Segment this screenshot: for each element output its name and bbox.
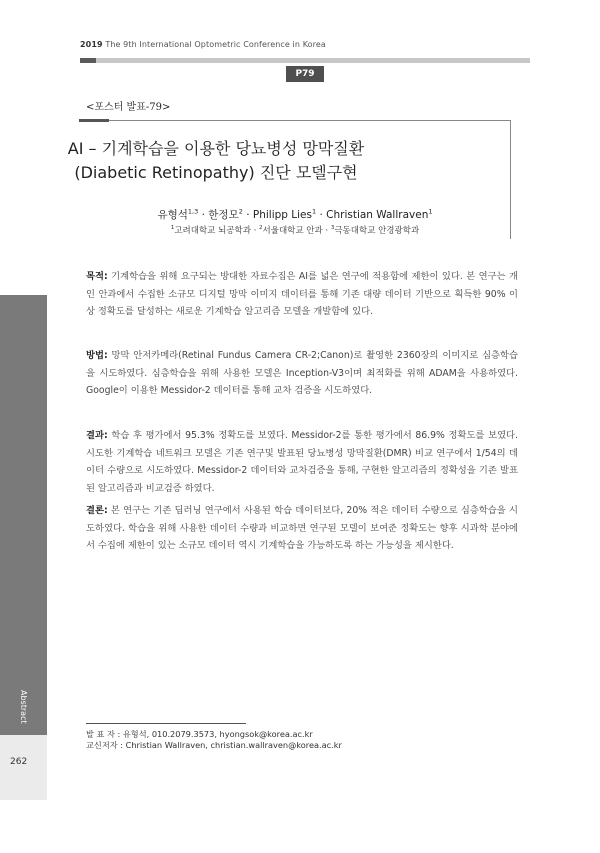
author-sup: 1 xyxy=(428,207,433,216)
header-rule-dark xyxy=(80,58,96,63)
header-conference: The 9th International Optometric Conference in Korea xyxy=(105,40,326,49)
presenter-contact: 발 표 자 : 유형석, 010.2079.3573, hyongsok@korea.ac.kr xyxy=(86,729,313,739)
result-text: 학습 후 평가에서 95.3% 정확도를 보였다. Messidor-2를 통한 평가에서 86.9% 정확도를 보였다. 시도한 기계학습 네트워크 모델은 기존 연구및 발표된 당뇨병성 망막질환(DMR) 비교 연구에서 1/54의 데이터 수량으로 시도하였다. Messidor-2 데이터와 교차검증을 통해, 구현한 알고리즘의 정확성을 기존 발표된 알고리즘과 비교검증 하였다. xyxy=(86,430,518,494)
corresponding-author-contact: 교신저자 : Christian Wallraven, christian.wallraven@korea.ac.kr xyxy=(86,740,342,750)
abstract-side-tab xyxy=(0,295,47,735)
affiliation: 극동대학교 안경광학과 xyxy=(334,226,420,236)
affil-sup: 3 xyxy=(330,225,335,232)
title-line-2: (Diabetic Retinopathy) 진단 모델구현 xyxy=(74,163,358,182)
conclusion-text: 본 연구는 기존 딥러닝 연구에서 사용된 학습 데이터보다, 20% 적은 데이터 수량으로 심층학습을 시도하였다. 학습을 위해 사용한 데이터 수량과 비교하면 연구된 모델이 보여준 정확도는 향후 시과학 분야에서 수집에 제한이 있는 소규모 데이터 역시 기계학습을 가능하도록 하는 가능성을 제시한다. xyxy=(86,505,518,551)
footnote-rule xyxy=(86,723,246,724)
purpose-text: 기계학습을 위해 요구되는 방대한 자료수집은 AI를 넓은 연구에 적용함에 제한이 있다. 본 연구는 개인 안과에서 수집한 소규모 디지털 망막 이미지 데이터를 통해 기존 대량 데이터 기반으로 획득한 90% 이상 정확도를 달성하는 새로운 기계학습 알고리즘 모델을 개발함에 있다. xyxy=(86,271,518,317)
result-label: 결과: xyxy=(86,430,108,441)
conference-header xyxy=(80,40,326,49)
abstract-side-label: Abstract xyxy=(19,690,28,724)
page-number: 262 xyxy=(10,757,28,767)
author-name: 유형석 xyxy=(157,209,188,221)
page-number-box xyxy=(0,735,47,800)
method-label: 방법: xyxy=(86,350,108,361)
result-paragraph xyxy=(86,427,518,497)
header-year: 2019 xyxy=(80,40,103,49)
author-list: 유형석$^{1,3}$ · 한정모$^2$ · Philipp Lies$^1$ · Christian Wallraven$^1$ xyxy=(157,207,433,221)
conclusion-label: 결론: xyxy=(86,505,108,516)
conclusion-paragraph xyxy=(86,502,518,555)
author-sup: 1 xyxy=(311,207,317,216)
purpose-label: 목적: xyxy=(86,271,108,282)
header-rule-light xyxy=(96,58,530,63)
author-name: Philipp Lies xyxy=(252,209,312,221)
author-name: Christian Wallraven xyxy=(326,209,429,221)
purpose-paragraph xyxy=(86,268,518,321)
affil-sup: 2 xyxy=(259,225,263,232)
section-label: <포스터 발표-79> xyxy=(86,102,171,113)
affiliation: 서울대학교 안과 xyxy=(262,226,323,236)
author-sup: 2 xyxy=(238,207,243,216)
affil-sup: 1 xyxy=(170,225,175,232)
method-paragraph xyxy=(86,347,518,400)
poster-id-badge: P79 xyxy=(286,66,324,82)
title-line-1: AI – 기계학습을 이용한 당뇨병성 망막질환 xyxy=(67,139,365,158)
method-text: 망막 안저카메라(Retinal Fundus Camera CR-2;Canon)로 촬영한 2360장의 이미지로 심층학습을 시도하였다. 심층학습을 위해 사용한 모델은 Inception-V3이며 최적화를 위해 ADAM을 사용하였다. Google이 이용한 Messidor-2 데이터를 통해 교차 검증을 시도하였다. xyxy=(86,350,518,396)
author-sup: 1,3 xyxy=(187,207,199,216)
author-name: 한정모 xyxy=(208,209,239,221)
affiliation: 고려대학교 뇌공학과 xyxy=(174,226,251,236)
affiliation-list: $^1$고려대학교 뇌공학과 · $^2$서울대학교 안과 · $^3$극동대학교 안경광학과 xyxy=(170,225,420,236)
